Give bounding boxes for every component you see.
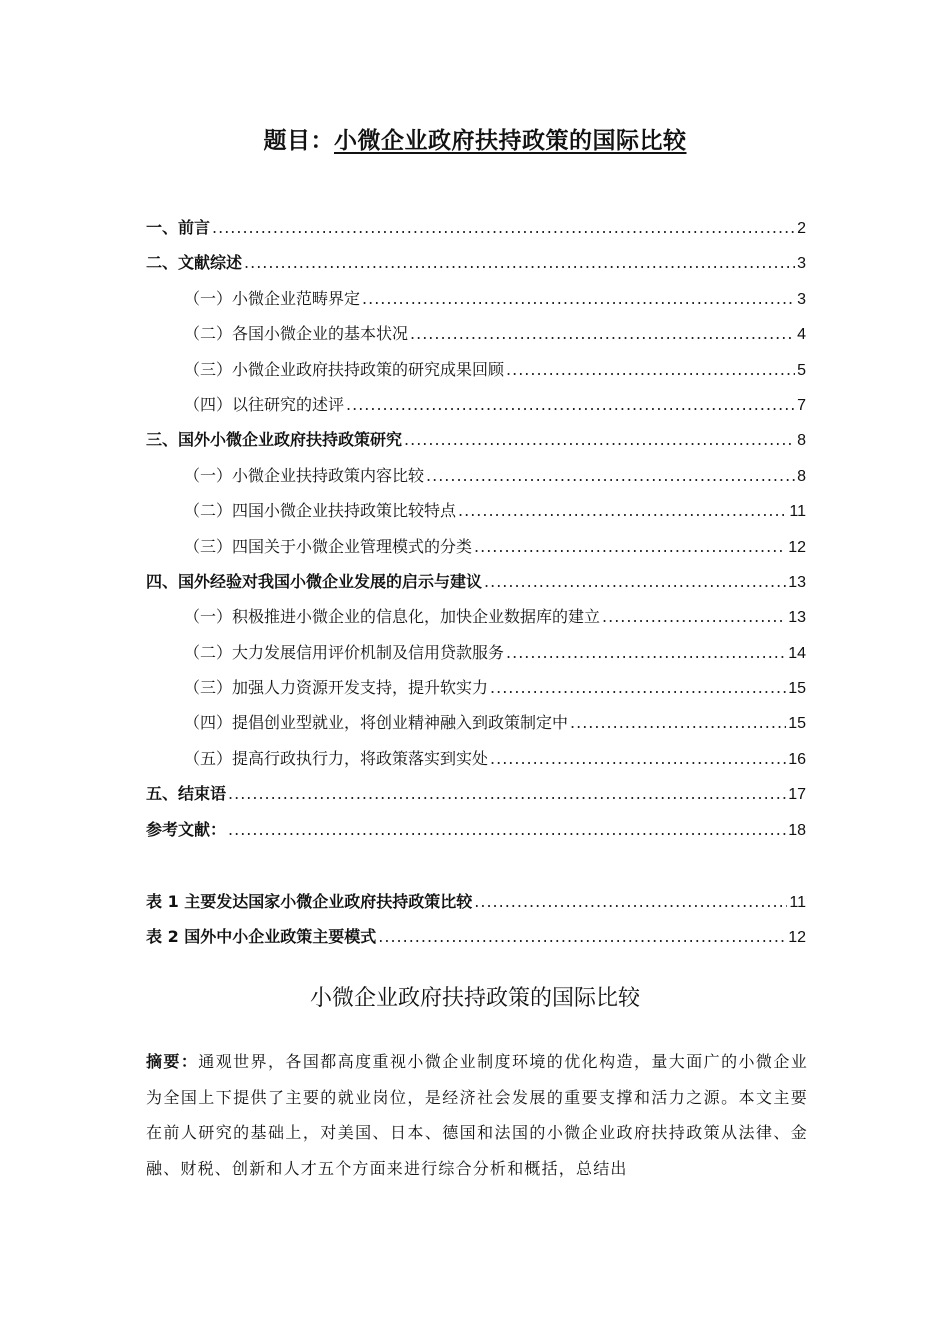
dot-leader (474, 884, 787, 919)
toc-entry[interactable] (146, 670, 806, 705)
toc-entry-page-number: 7 (797, 396, 806, 414)
table-entry-label: 表 1 主要发达国家小微企业政府扶持政策比较 (146, 892, 473, 911)
dot-leader (474, 529, 786, 564)
toc-entry[interactable] (146, 245, 806, 280)
toc-entry[interactable] (146, 812, 806, 847)
toc-entry-page-number: 8 (797, 432, 806, 450)
dot-leader (602, 599, 786, 634)
toc-entry-label: （二）四国小微企业扶持政策比较特点 (184, 501, 457, 521)
toc-entry-label: 二、文献综述 (146, 253, 243, 273)
toc-entry-label: （一）小微企业扶持政策内容比较 (184, 465, 425, 485)
toc-entry-page-number: 13 (788, 609, 806, 627)
toc-entry-label: （三）四国关于小微企业管理模式的分类 (184, 536, 473, 556)
dot-leader (458, 493, 787, 528)
dot-leader (506, 352, 795, 387)
toc-entry-label: （三）小微企业政府扶持政策的研究成果回顾 (184, 359, 505, 379)
table-entry[interactable] (146, 884, 806, 919)
document-heading (0, 122, 950, 155)
toc-entry-page-number: 3 (797, 290, 806, 308)
toc-entry-page-number: 13 (788, 573, 806, 591)
table-entry-page-number: 12 (788, 929, 806, 947)
toc-entry-label: 三、国外小微企业政府扶持政策研究 (146, 430, 403, 450)
abstract-text: 通观世界，各国都高度重视小微企业制度环境的优化构造，量大面广的小微企业为全国上下提供了主要的就业岗位，是经济社会发展的重要支撑和活力之源。本文主要在前人研究的基础上，对美国、日本、德国和法国的小微企业政府扶持政策从法律、金融、财税、创新和人才五个方面来进行综合分析和概括，总结出 (146, 1052, 808, 1178)
toc-entry-label: 参考文献： (146, 819, 227, 839)
dot-leader (490, 670, 786, 705)
dot-leader (346, 387, 795, 422)
toc-entry-label: （三）加强人力资源开发支持，提升软实力 (184, 678, 489, 698)
dot-leader (228, 776, 786, 811)
dot-leader (484, 564, 786, 599)
toc-entry-page-number: 14 (788, 644, 806, 662)
toc-entry-page-number: 18 (788, 821, 806, 839)
dot-leader (426, 458, 795, 493)
toc-entry-page-number: 12 (788, 538, 806, 556)
toc-entry[interactable] (146, 705, 806, 740)
dot-leader (244, 245, 795, 280)
toc-entry[interactable] (146, 387, 806, 422)
toc-entry[interactable] (146, 529, 806, 564)
main-title: 小微企业政府扶持政策的国际比较 (309, 986, 640, 1011)
dot-leader (490, 741, 786, 776)
table-entry-page-number: 11 (789, 894, 806, 911)
toc-entry-page-number: 5 (797, 361, 806, 379)
toc-entry[interactable] (146, 776, 806, 811)
toc-entry[interactable] (146, 316, 806, 351)
dot-leader (212, 210, 795, 245)
toc-entry[interactable] (146, 458, 806, 493)
toc-entry-label: （四）以往研究的述评 (184, 394, 345, 414)
toc-entry-page-number: 15 (788, 680, 806, 698)
toc-entry-label: （一）积极推进小微企业的信息化，加快企业数据库的建立 (184, 607, 601, 627)
list-of-tables (146, 884, 806, 955)
heading-title: 小微企业政府扶持政策的国际比较 (334, 128, 687, 154)
toc-entry[interactable] (146, 599, 806, 634)
toc-entry-page-number: 2 (797, 220, 806, 237)
toc-entry-label: （一）小微企业范畴界定 (184, 288, 361, 308)
dot-leader (362, 281, 795, 316)
dot-leader (570, 705, 786, 740)
abstract-paragraph (146, 1044, 808, 1186)
toc-entry-page-number: 4 (797, 326, 806, 344)
toc-entry-page-number: 15 (788, 715, 806, 733)
toc-entry-page-number: 17 (788, 786, 806, 804)
toc-entry-label: （二）大力发展信用评价机制及信用贷款服务 (184, 642, 505, 662)
table-entry-label: 表 2 国外中小企业政策主要模式 (146, 927, 377, 947)
dot-leader (404, 422, 795, 457)
toc-entry[interactable] (146, 635, 806, 670)
abstract-label: 摘要： (146, 1052, 199, 1071)
toc-entry-page-number: 3 (797, 255, 806, 273)
dot-leader (410, 316, 795, 351)
dot-leader (506, 635, 786, 670)
dot-leader (378, 919, 786, 954)
dot-leader (228, 812, 786, 847)
table-of-contents (146, 210, 806, 847)
toc-entry[interactable] (146, 741, 806, 776)
toc-entry[interactable] (146, 493, 806, 528)
toc-entry-label: （五）提高行政执行力，将政策落实到实处 (184, 748, 489, 768)
toc-entry-label: 一、前言 (146, 218, 211, 237)
heading-prefix: 题目： (263, 128, 334, 154)
toc-entry[interactable] (146, 422, 806, 457)
toc-entry-page-number: 8 (797, 467, 806, 485)
toc-entry[interactable] (146, 352, 806, 387)
table-entry[interactable] (146, 919, 806, 954)
toc-entry-page-number: 11 (789, 503, 806, 521)
toc-entry[interactable] (146, 564, 806, 599)
toc-entry-label: 五、结束语 (146, 784, 227, 804)
toc-entry[interactable] (146, 210, 806, 245)
toc-entry[interactable] (146, 281, 806, 316)
toc-entry-label: （二）各国小微企业的基本状况 (184, 324, 409, 344)
toc-entry-label: 四、国外经验对我国小微企业发展的启示与建议 (146, 571, 483, 591)
toc-entry-label: （四）提倡创业型就业，将创业精神融入到政策制定中 (184, 713, 569, 733)
toc-entry-page-number: 16 (788, 750, 806, 768)
